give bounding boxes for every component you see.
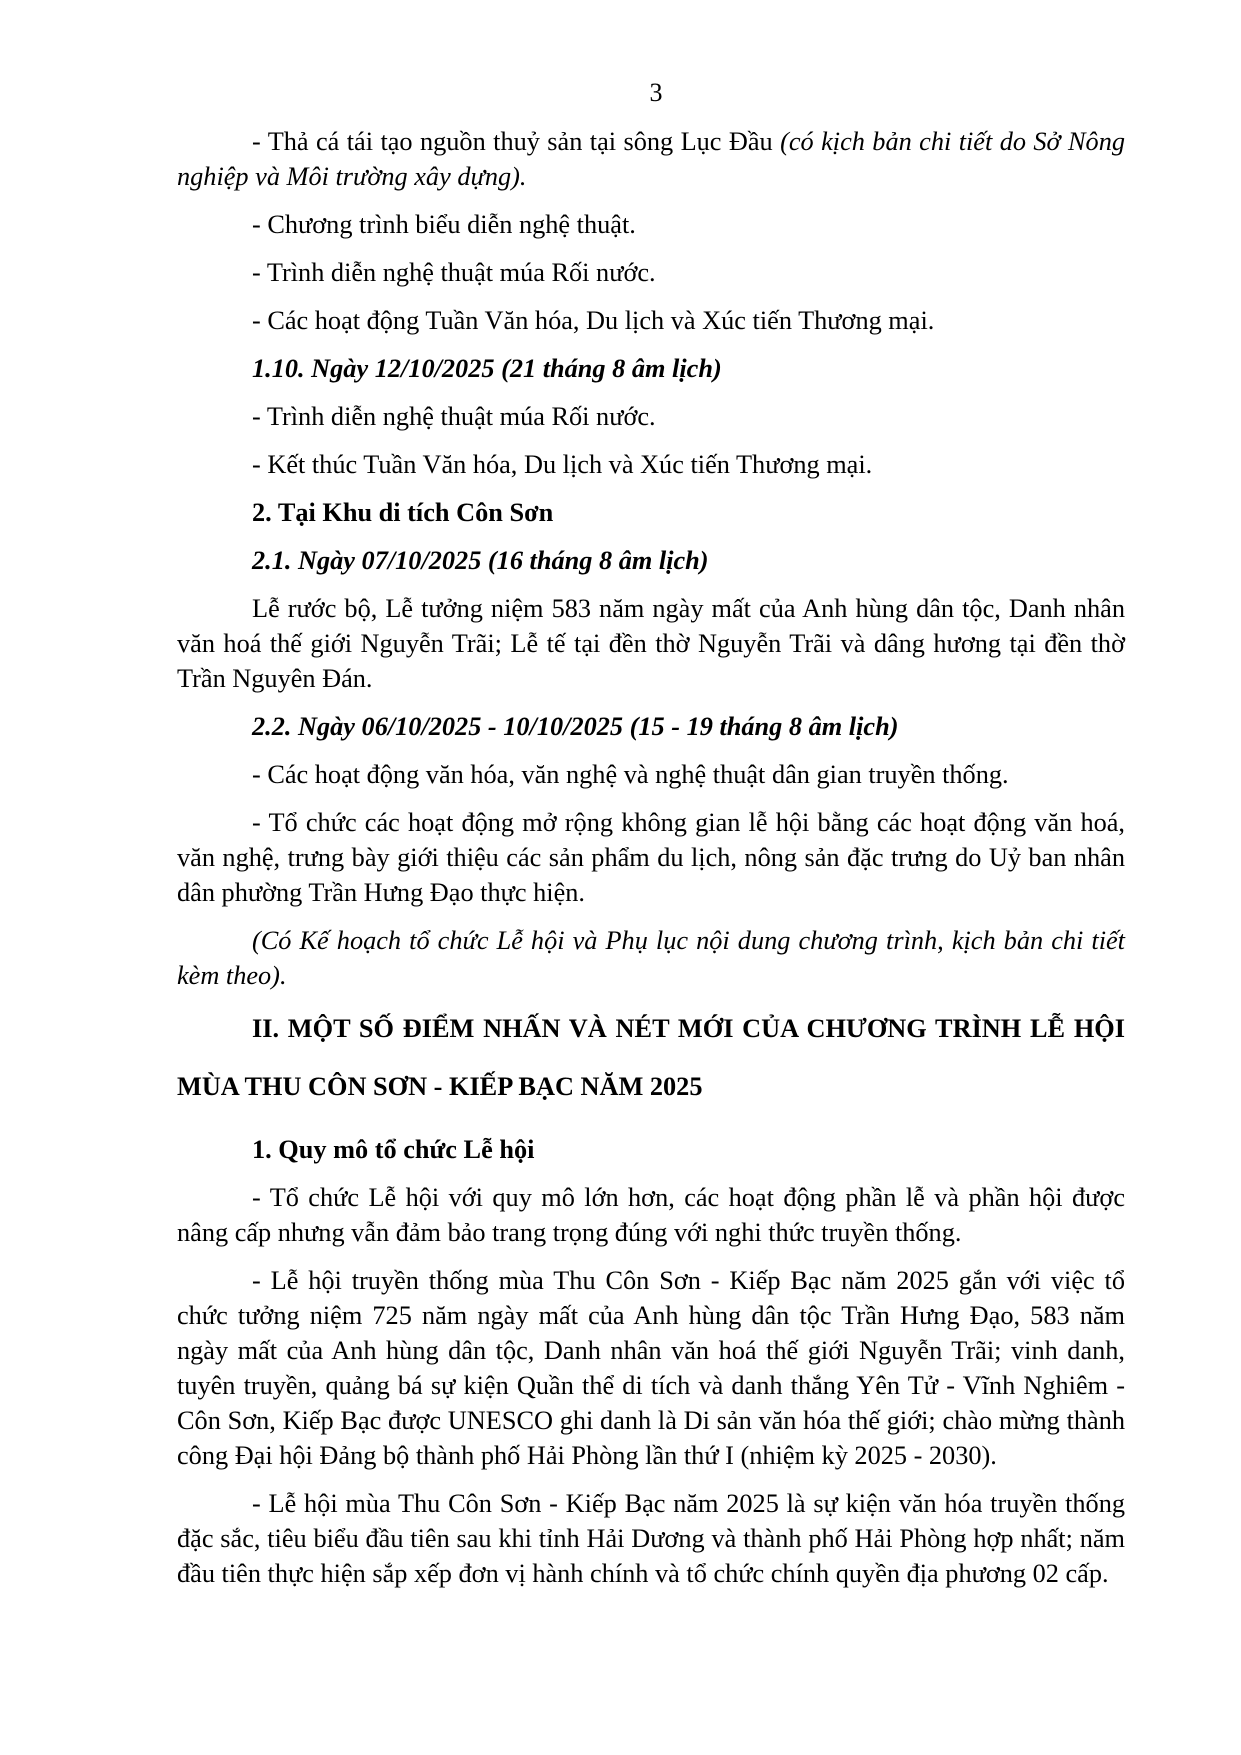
paragraph-procession: Lễ rước bộ, Lễ tưởng niệm 583 năm ngày mất của Anh hùng dân tộc, Danh nhân văn hoá thế giới Nguyễn Trãi; Lễ tế tại đền thờ Nguyễn Trãi và dâng hương tại đền thờ Trần Nguyên Đán.	[177, 594, 1125, 693]
paragraph-release-fish	[177, 124, 1125, 194]
paragraph-italic-note: (có kịch bản chi tiết do Sở Nông nghiệp và Môi trường xây dựng).	[177, 127, 1125, 191]
paragraph-water-puppet: - Trình diễn nghệ thuật múa Rối nước.	[252, 258, 656, 287]
heading-2-1: 2.1. Ngày 07/10/2025 (16 tháng 8 âm lịch)	[252, 546, 709, 575]
paragraph-scale: - Tổ chức Lễ hội với quy mô lớn hơn, các hoạt động phần lễ và phần hội được nâng cấp nhưng vẫn đảm bảo trang trọng đúng với nghi thức truyền thống.	[177, 1183, 1125, 1247]
paragraph-folk-activities: - Các hoạt động văn hóa, văn nghệ và nghệ thuật dân gian truyền thống.	[252, 760, 1009, 789]
heading-2-2: 2.2. Ngày 06/10/2025 - 10/10/2025 (15 - 19 tháng 8 âm lịch)	[252, 712, 899, 741]
paragraph-first-event: - Lễ hội mùa Thu Côn Sơn - Kiếp Bạc năm 2025 là sự kiện văn hóa truyền thống đặc sắc, tiêu biểu đầu tiên sau khi tỉnh Hải Dương và thành phố Hải Phòng hợp nhất; năm đầu tiên thực hiện sắp xếp đơn vị hành chính và tổ chức chính quyền địa phương 02 cấp.	[177, 1489, 1125, 1588]
paragraph-culture-week: - Các hoạt động Tuần Văn hóa, Du lịch và Xúc tiến Thương mại.	[252, 306, 935, 335]
heading-section-ii: II. MỘT SỐ ĐIỂM NHẤN VÀ NÉT MỚI CỦA CHƯƠNG TRÌNH LỄ HỘI MÙA THU CÔN SƠN - KIẾP BẠC NĂM 2025	[177, 1014, 1125, 1101]
paragraph-text: - Thả cá tái tạo nguồn thuỷ sản tại sông Lục Đầu	[252, 127, 781, 156]
paragraph-extended-space: - Tổ chức các hoạt động mở rộng không gian lễ hội bằng các hoạt động văn hoá, văn nghệ, trưng bày giới thiệu các sản phẩm du lịch, nông sản đặc trưng do Uỷ ban nhân dân phường Trần Hưng Đạo thực hiện.	[177, 808, 1125, 907]
heading-2-con-son: 2. Tại Khu di tích Côn Sơn	[252, 498, 554, 527]
paragraph-culture-week-end: - Kết thúc Tuần Văn hóa, Du lịch và Xúc tiến Thương mại.	[252, 450, 873, 479]
heading-1-10: 1.10. Ngày 12/10/2025 (21 tháng 8 âm lịch)	[252, 354, 722, 383]
paragraph-water-puppet-2: - Trình diễn nghệ thuật múa Rối nước.	[252, 402, 656, 431]
paragraph-plan-note: (Có Kế hoạch tổ chức Lễ hội và Phụ lục nội dung chương trình, kịch bản chi tiết kèm theo).	[177, 926, 1125, 990]
heading-ii-1-scale: 1. Quy mô tổ chức Lễ hội	[252, 1135, 535, 1164]
paragraph-commemoration: - Lễ hội truyền thống mùa Thu Côn Sơn - Kiếp Bạc năm 2025 gắn với việc tổ chức tưởng niệm 725 năm ngày mất của Anh hùng dân tộc Trần Hưng Đạo, 583 năm ngày mất của Anh hùng dân tộc, Danh nhân văn hoá thế giới Nguyễn Trãi; vinh danh, tuyên truyền, quảng bá sự kiện Quần thể di tích và danh thắng Yên Tử - Vĩnh Nghiêm - Côn Sơn, Kiếp Bạc được UNESCO ghi danh là Di sản văn hóa thế giới; chào mừng thành công Đại hội Đảng bộ thành phố Hải Phòng lần thứ I (nhiệm kỳ 2025 - 2030).	[177, 1266, 1125, 1470]
paragraph-art-program: - Chương trình biểu diễn nghệ thuật.	[252, 210, 636, 239]
page-number: 3	[649, 78, 663, 107]
